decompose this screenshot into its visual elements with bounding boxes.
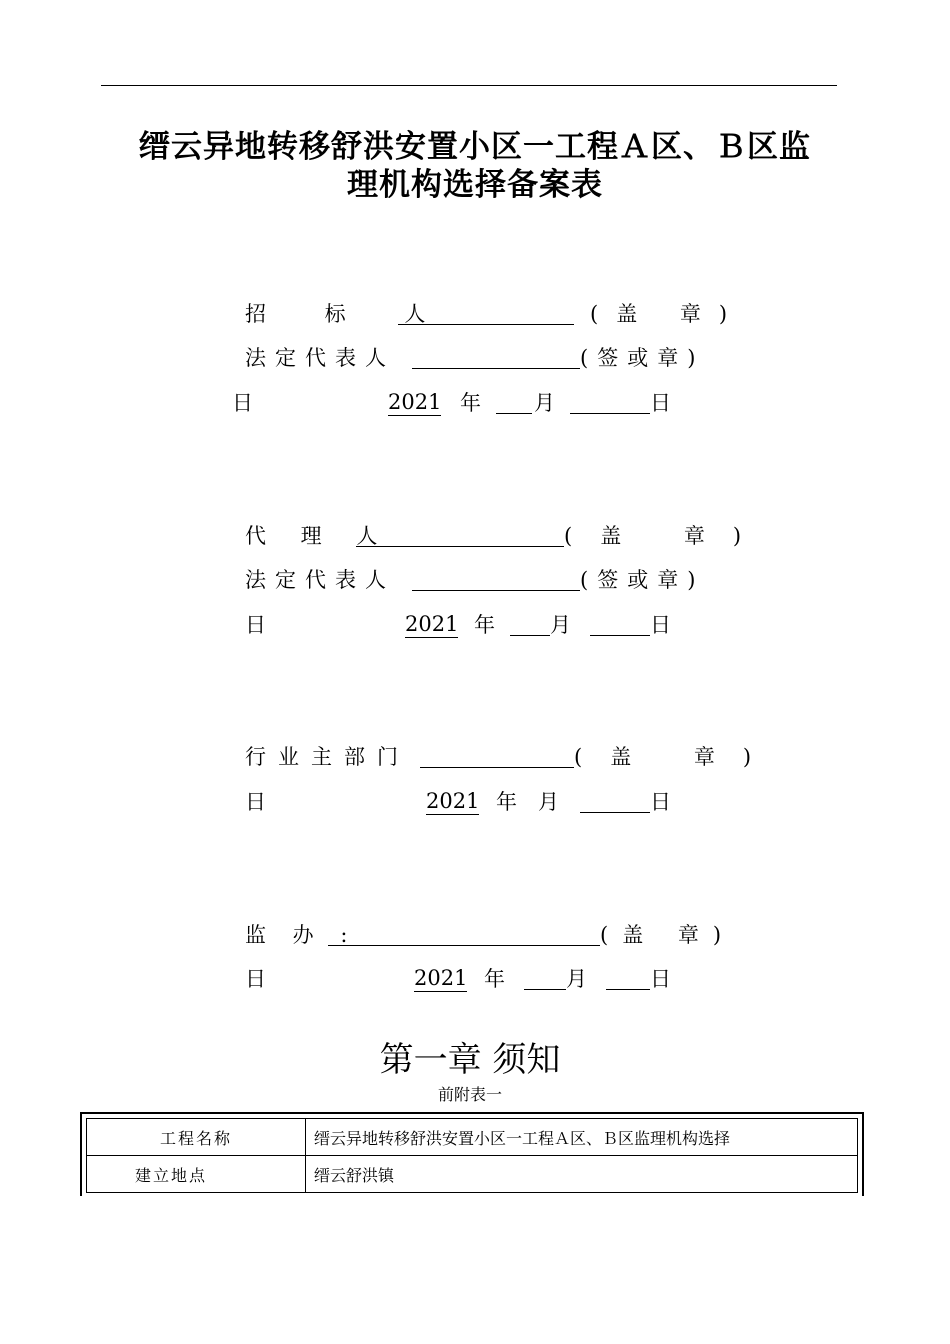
legal-rep-label-1: 法定代表人 xyxy=(245,346,395,370)
legal-rep-signature-line-1[interactable] xyxy=(412,368,580,369)
legal-rep-sign-note-2: (签或章) xyxy=(580,568,705,592)
table-cell-value: 缙云舒洪镇 xyxy=(306,1156,858,1193)
chapter-heading: 第一章 须知 xyxy=(379,1040,561,1080)
date-year-2: 2021 xyxy=(405,612,459,636)
date-year-unit-1: 年 xyxy=(460,391,481,415)
supervisor-label: 监 办 : xyxy=(245,923,358,947)
authority-signature-line[interactable] xyxy=(420,767,574,768)
date-day-blank-4[interactable] xyxy=(606,989,650,990)
table-cell-label: 建立地点 xyxy=(87,1156,306,1193)
table-row xyxy=(87,1119,858,1156)
date-year-1: 2021 xyxy=(388,390,442,414)
date-label-3: 日 xyxy=(245,790,266,814)
date-day-unit-2: 日 xyxy=(650,613,671,637)
date-label-2: 日 xyxy=(245,613,266,637)
date-day-unit-3: 日 xyxy=(650,790,671,814)
date-label-4: 日 xyxy=(245,967,266,991)
tenderer-stamp-note: (盖 章) xyxy=(590,302,746,326)
appendix-subtitle: 前附表一 xyxy=(437,1085,502,1104)
date-day-unit-4: 日 xyxy=(650,967,671,991)
date-year-3: 2021 xyxy=(426,789,480,813)
date-year-4: 2021 xyxy=(414,966,468,990)
date-label-1: 日 xyxy=(232,391,253,415)
supervisor-signature-line[interactable] xyxy=(328,945,600,946)
supervisor-stamp-note: (盖 章) xyxy=(600,923,736,947)
date-month-unit-2: 月 xyxy=(550,613,571,637)
authority-label: 行业主部门 xyxy=(245,745,410,769)
date-day-unit-1: 日 xyxy=(650,391,671,415)
date-month-blank-2[interactable] xyxy=(510,635,550,636)
table-row xyxy=(87,1156,858,1193)
legal-rep-signature-line-2[interactable] xyxy=(412,590,580,591)
tenderer-signature-line[interactable] xyxy=(398,324,574,325)
date-month-blank-1[interactable] xyxy=(496,413,532,414)
date-day-blank-1[interactable] xyxy=(570,413,650,414)
document-title-line-1: 缙云异地转移舒洪安置小区一工程Ａ区、Ｂ区监 xyxy=(139,129,811,165)
date-year-unit-2: 年 xyxy=(474,613,495,637)
date-year-unit-4: 年 xyxy=(484,967,505,991)
table-cell-label: 工程名称 xyxy=(87,1119,306,1156)
tenderer-label: 招 标 人 xyxy=(245,302,452,326)
agent-signature-line[interactable] xyxy=(356,546,564,547)
agent-label: 代 理 人 xyxy=(245,524,392,548)
document-title-line-2: 理机构选择备案表 xyxy=(347,167,603,203)
date-month-unit-4: 月 xyxy=(566,967,587,991)
date-day-blank-3[interactable] xyxy=(580,812,650,813)
authority-stamp-note: (盖 章) xyxy=(574,745,780,769)
top-rule xyxy=(101,85,837,86)
project-info-table xyxy=(86,1118,858,1193)
table-cell-value: 缙云异地转移舒洪安置小区一工程Ａ区、Ｂ区监理机构选择 xyxy=(306,1119,858,1156)
agent-stamp-note: (盖 章) xyxy=(564,524,770,548)
legal-rep-label-2: 法定代表人 xyxy=(245,568,395,592)
date-month-blank-4[interactable] xyxy=(524,989,566,990)
legal-rep-sign-note-1: (签或章) xyxy=(580,346,705,370)
date-day-blank-2[interactable] xyxy=(590,635,650,636)
date-year-unit-3: 年 xyxy=(496,790,517,814)
date-month-unit-1: 月 xyxy=(534,391,555,415)
date-month-unit-3: 月 xyxy=(538,790,559,814)
